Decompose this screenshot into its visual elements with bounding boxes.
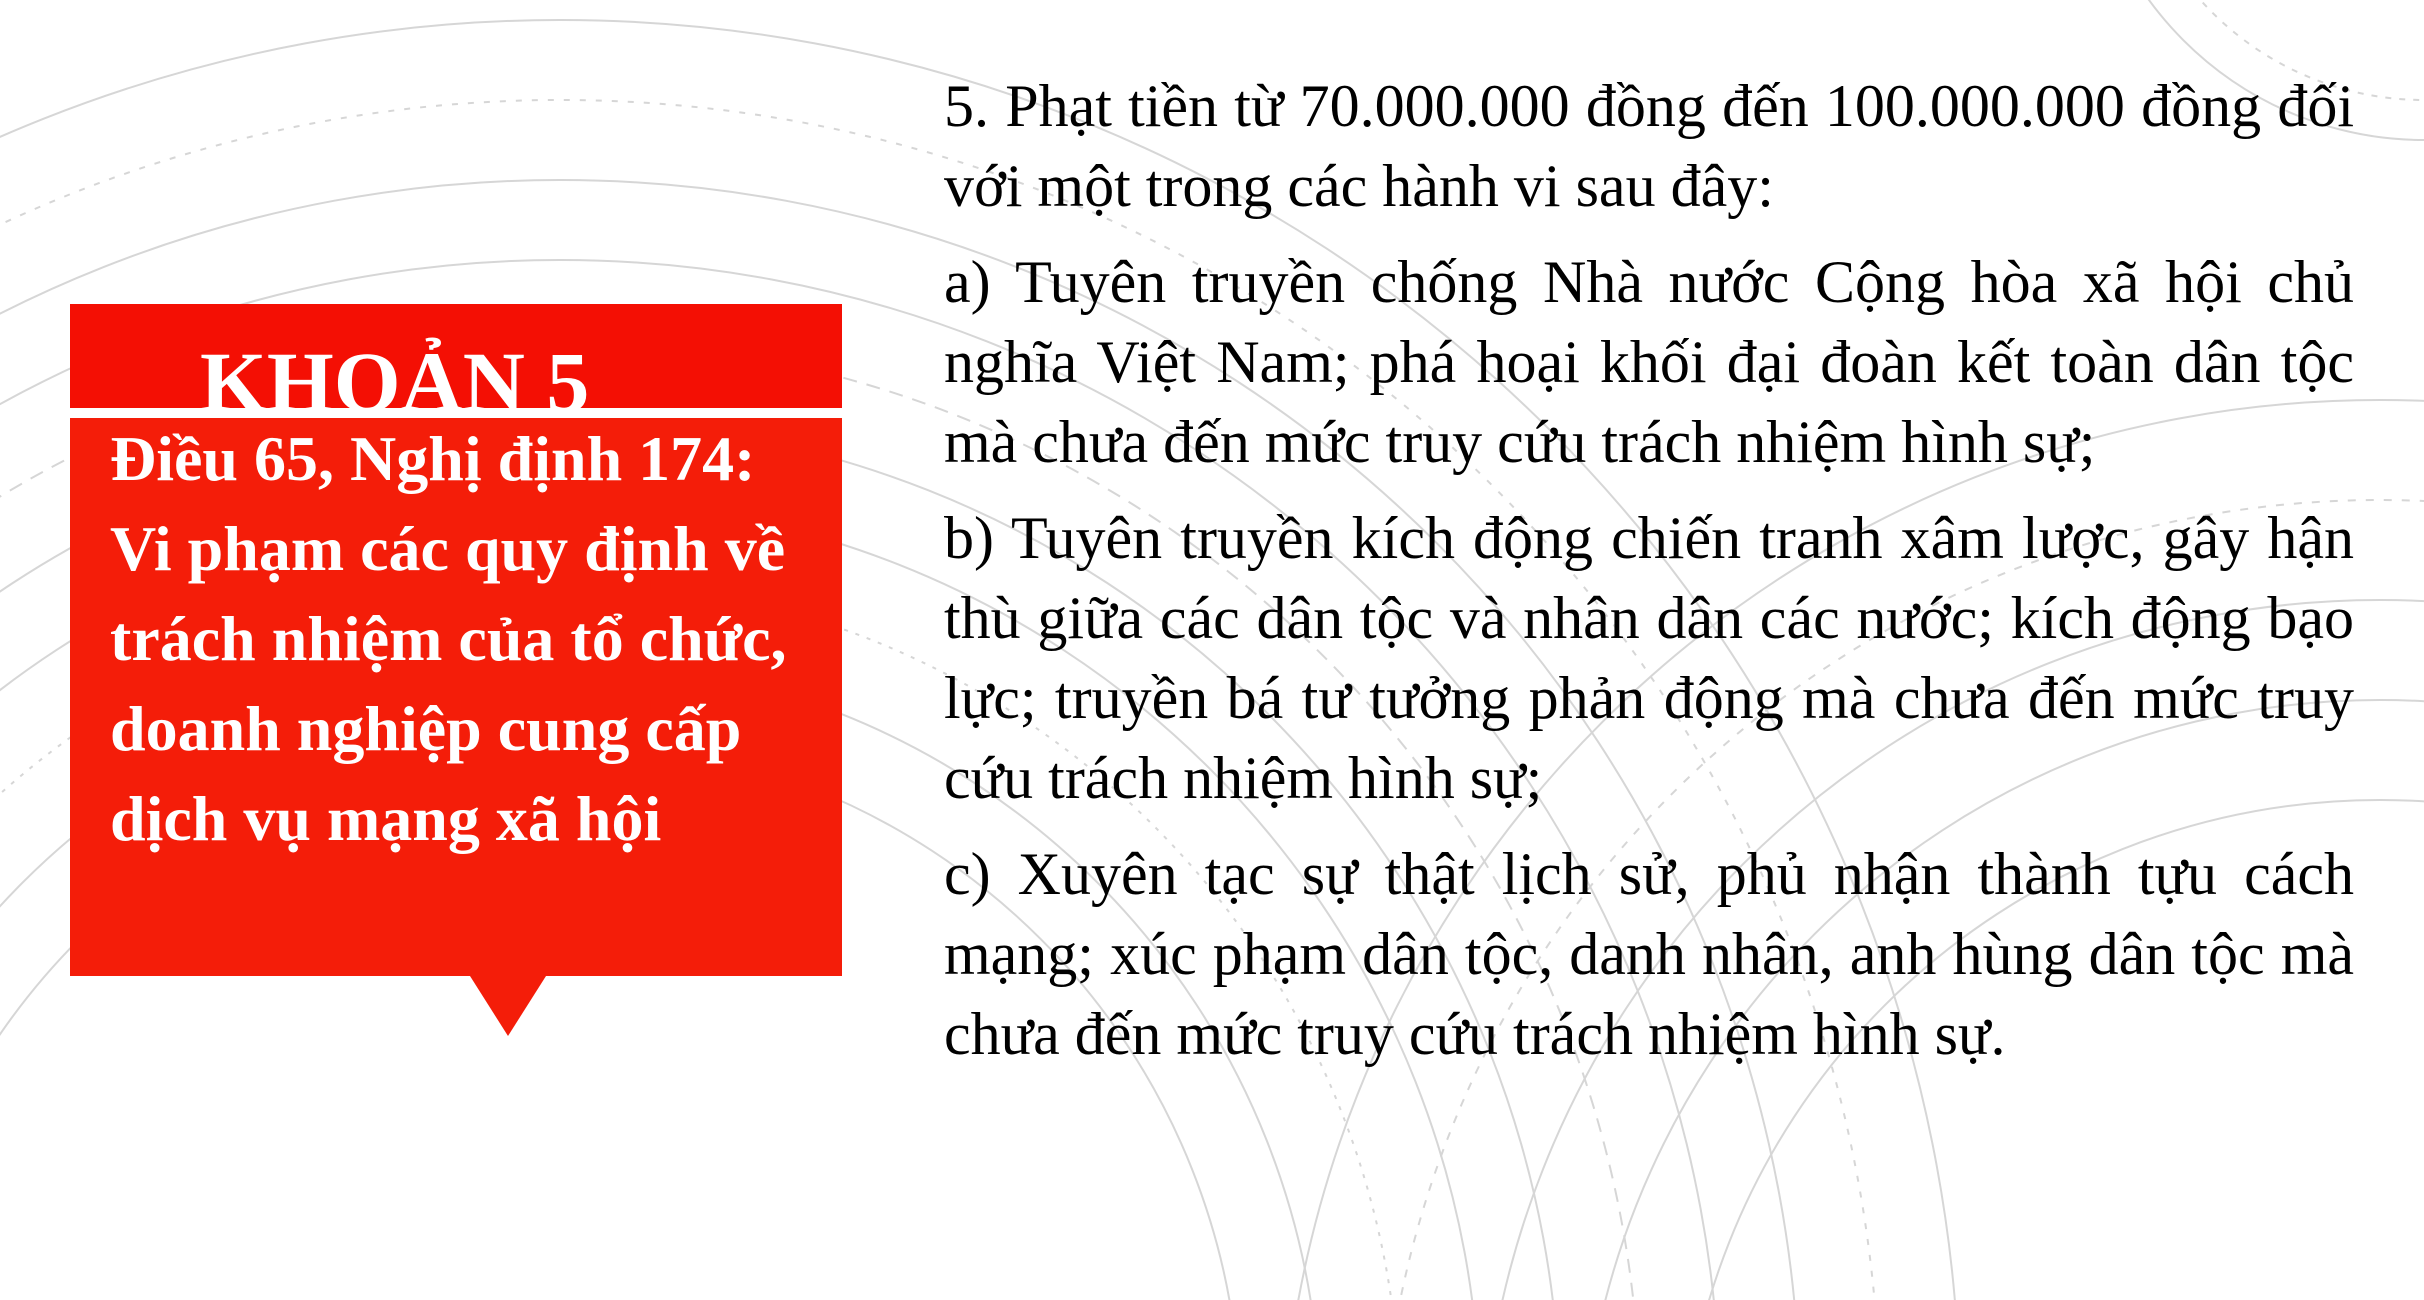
paragraph-c: c) Xuyên tạc sự thật lịch sử, phủ nhận thành tựu cách mạng; xúc phạm dân tộc, danh nhân, anh hùng dân tộc mà chưa đến mức truy cứu trách nhiệm hình sự. xyxy=(944,841,2354,1067)
paragraph-intro: 5. Phạt tiền từ 70.000.000 đồng đến 100.000.000 đồng đối với một trong các hành vi sau đây: xyxy=(944,73,2354,219)
callout-box xyxy=(70,304,842,976)
paragraph-b: b) Tuyên truyền kích động chiến tranh xâm lược, gây hận thù giữa các dân tộc và nhân dân các nước; kích động bạo lực; truyền bá tư tưởng phản động mà chưa đến mức truy cứu trách nhiệm hình sự; xyxy=(944,505,2354,811)
regulation-text xyxy=(944,66,2354,1090)
callout-subtitle: Điều 65, Nghị định 174: Vi phạm các quy định về trách nhiệm của tổ chức, doanh nghiệp cung cấp dịch vụ mạng xã hội xyxy=(110,423,787,854)
paragraph-a: a) Tuyên truyền chống Nhà nước Cộng hòa xã hội chủ nghĩa Việt Nam; phá hoại khối đại đoàn kết toàn dân tộc mà chưa đến mức truy cứu trách nhiệm hình sự; xyxy=(944,249,2354,475)
callout-pointer xyxy=(470,976,546,1036)
callout-title: KHOẢN 5 xyxy=(200,334,590,430)
